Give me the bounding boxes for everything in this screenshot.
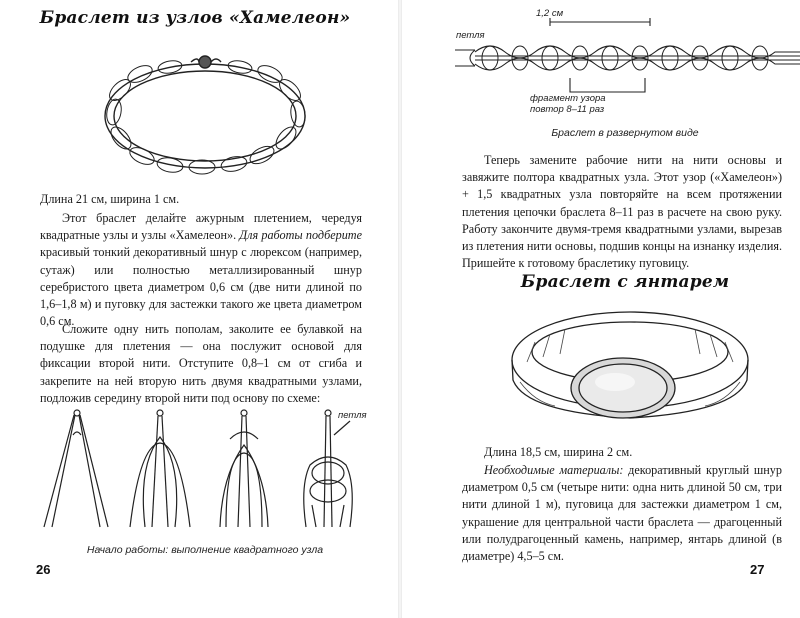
square-knot-steps-diagram	[30, 405, 370, 535]
left-paragraph-1-part-c: красивый тонкий декоративный шнур с люрексом (например, сутаж) или полностью металлизированный шнур серебристого цвета диаметром 0,6 см (две нити длиной по 1,6–1,8 м) и пуговку для застежки такого же цвета диаметром 0,6 см.	[40, 245, 362, 329]
left-paragraph-2: Сложите одну нить пополам, заколите ее булавкой на подушке для плетения — она послужит основой для фиксации второй нити. Отступите 0,8–1 см от сгиба и закрепите на ней вторую нить двумя квадратными узлами, подложив середину второй нити под основу по схеме:	[40, 322, 362, 405]
diagram-loop-label: петля	[456, 30, 485, 41]
amber-bracelet-title: Браслет с янтарем	[520, 272, 730, 292]
left-paragraph-1-part-a: Этот браслет делайте ажурным плетением, чередуя квадратные узлы и узлы «Хамелеон».	[40, 211, 362, 243]
materials-label: Необходимые материалы:	[484, 463, 624, 477]
left-paragraph-1-emphasis: Для работы подберите	[239, 228, 363, 243]
left-loop-label: петля	[338, 410, 367, 421]
page-number-left: 26	[36, 562, 51, 577]
materials-text: декоративный круглый шнур диаметром 0,5 см (четыре нити: одна нить длиной 50 см, три нити длиной 1 м), пуговица для застежки диаметром 1 см, украшение для центральной части браслета — драгоценный или полудрагоценный камень, например, янтарь длиной (в диаметре) 4,5–5 см.	[462, 463, 782, 564]
left-page-title: Браслет из узлов «Хамелеон»	[39, 8, 351, 28]
left-size-line: Длина 21 см, ширина 1 см.	[40, 192, 180, 206]
fragment-label-line-2: повтор 8–11 раз	[530, 104, 605, 115]
chameleon-bracelet-illustration	[90, 38, 320, 183]
knot-figure-caption: Начало работы: выполнение квадратного узла	[86, 544, 324, 556]
amber-bracelet-illustration	[505, 302, 755, 427]
amber-size-line: Длина 18,5 см, ширина 2 см.	[484, 445, 633, 459]
unfolded-bracelet-diagram	[455, 12, 800, 104]
unfolded-diagram-caption: Браслет в развернутом виде	[551, 127, 699, 139]
left-paragraph-1	[40, 210, 362, 330]
right-page	[400, 0, 800, 618]
fragment-label-line-1: фрагмент узора	[530, 93, 606, 104]
amber-materials-paragraph	[462, 462, 782, 565]
right-paragraph-1: Теперь замените рабочие нити на нити основы и завяжите полтора квадратных узла. Этот узор («Хамелеон») + 1,5 квадратных узла повторяйте на всем протяжении плетения цепочки браслета 8–11 раз в расчете на свою руку. Работу закончите двумя-тремя квадратными узлами, вырезав из плетения нити основы, подшив концы на изнанку изделия. Пришейте к готовому браслетику пуговицу.	[462, 153, 782, 271]
pattern-fragment-label	[530, 93, 606, 115]
dimension-label: 1,2 см	[536, 8, 564, 19]
page-number-right: 27	[750, 562, 765, 577]
